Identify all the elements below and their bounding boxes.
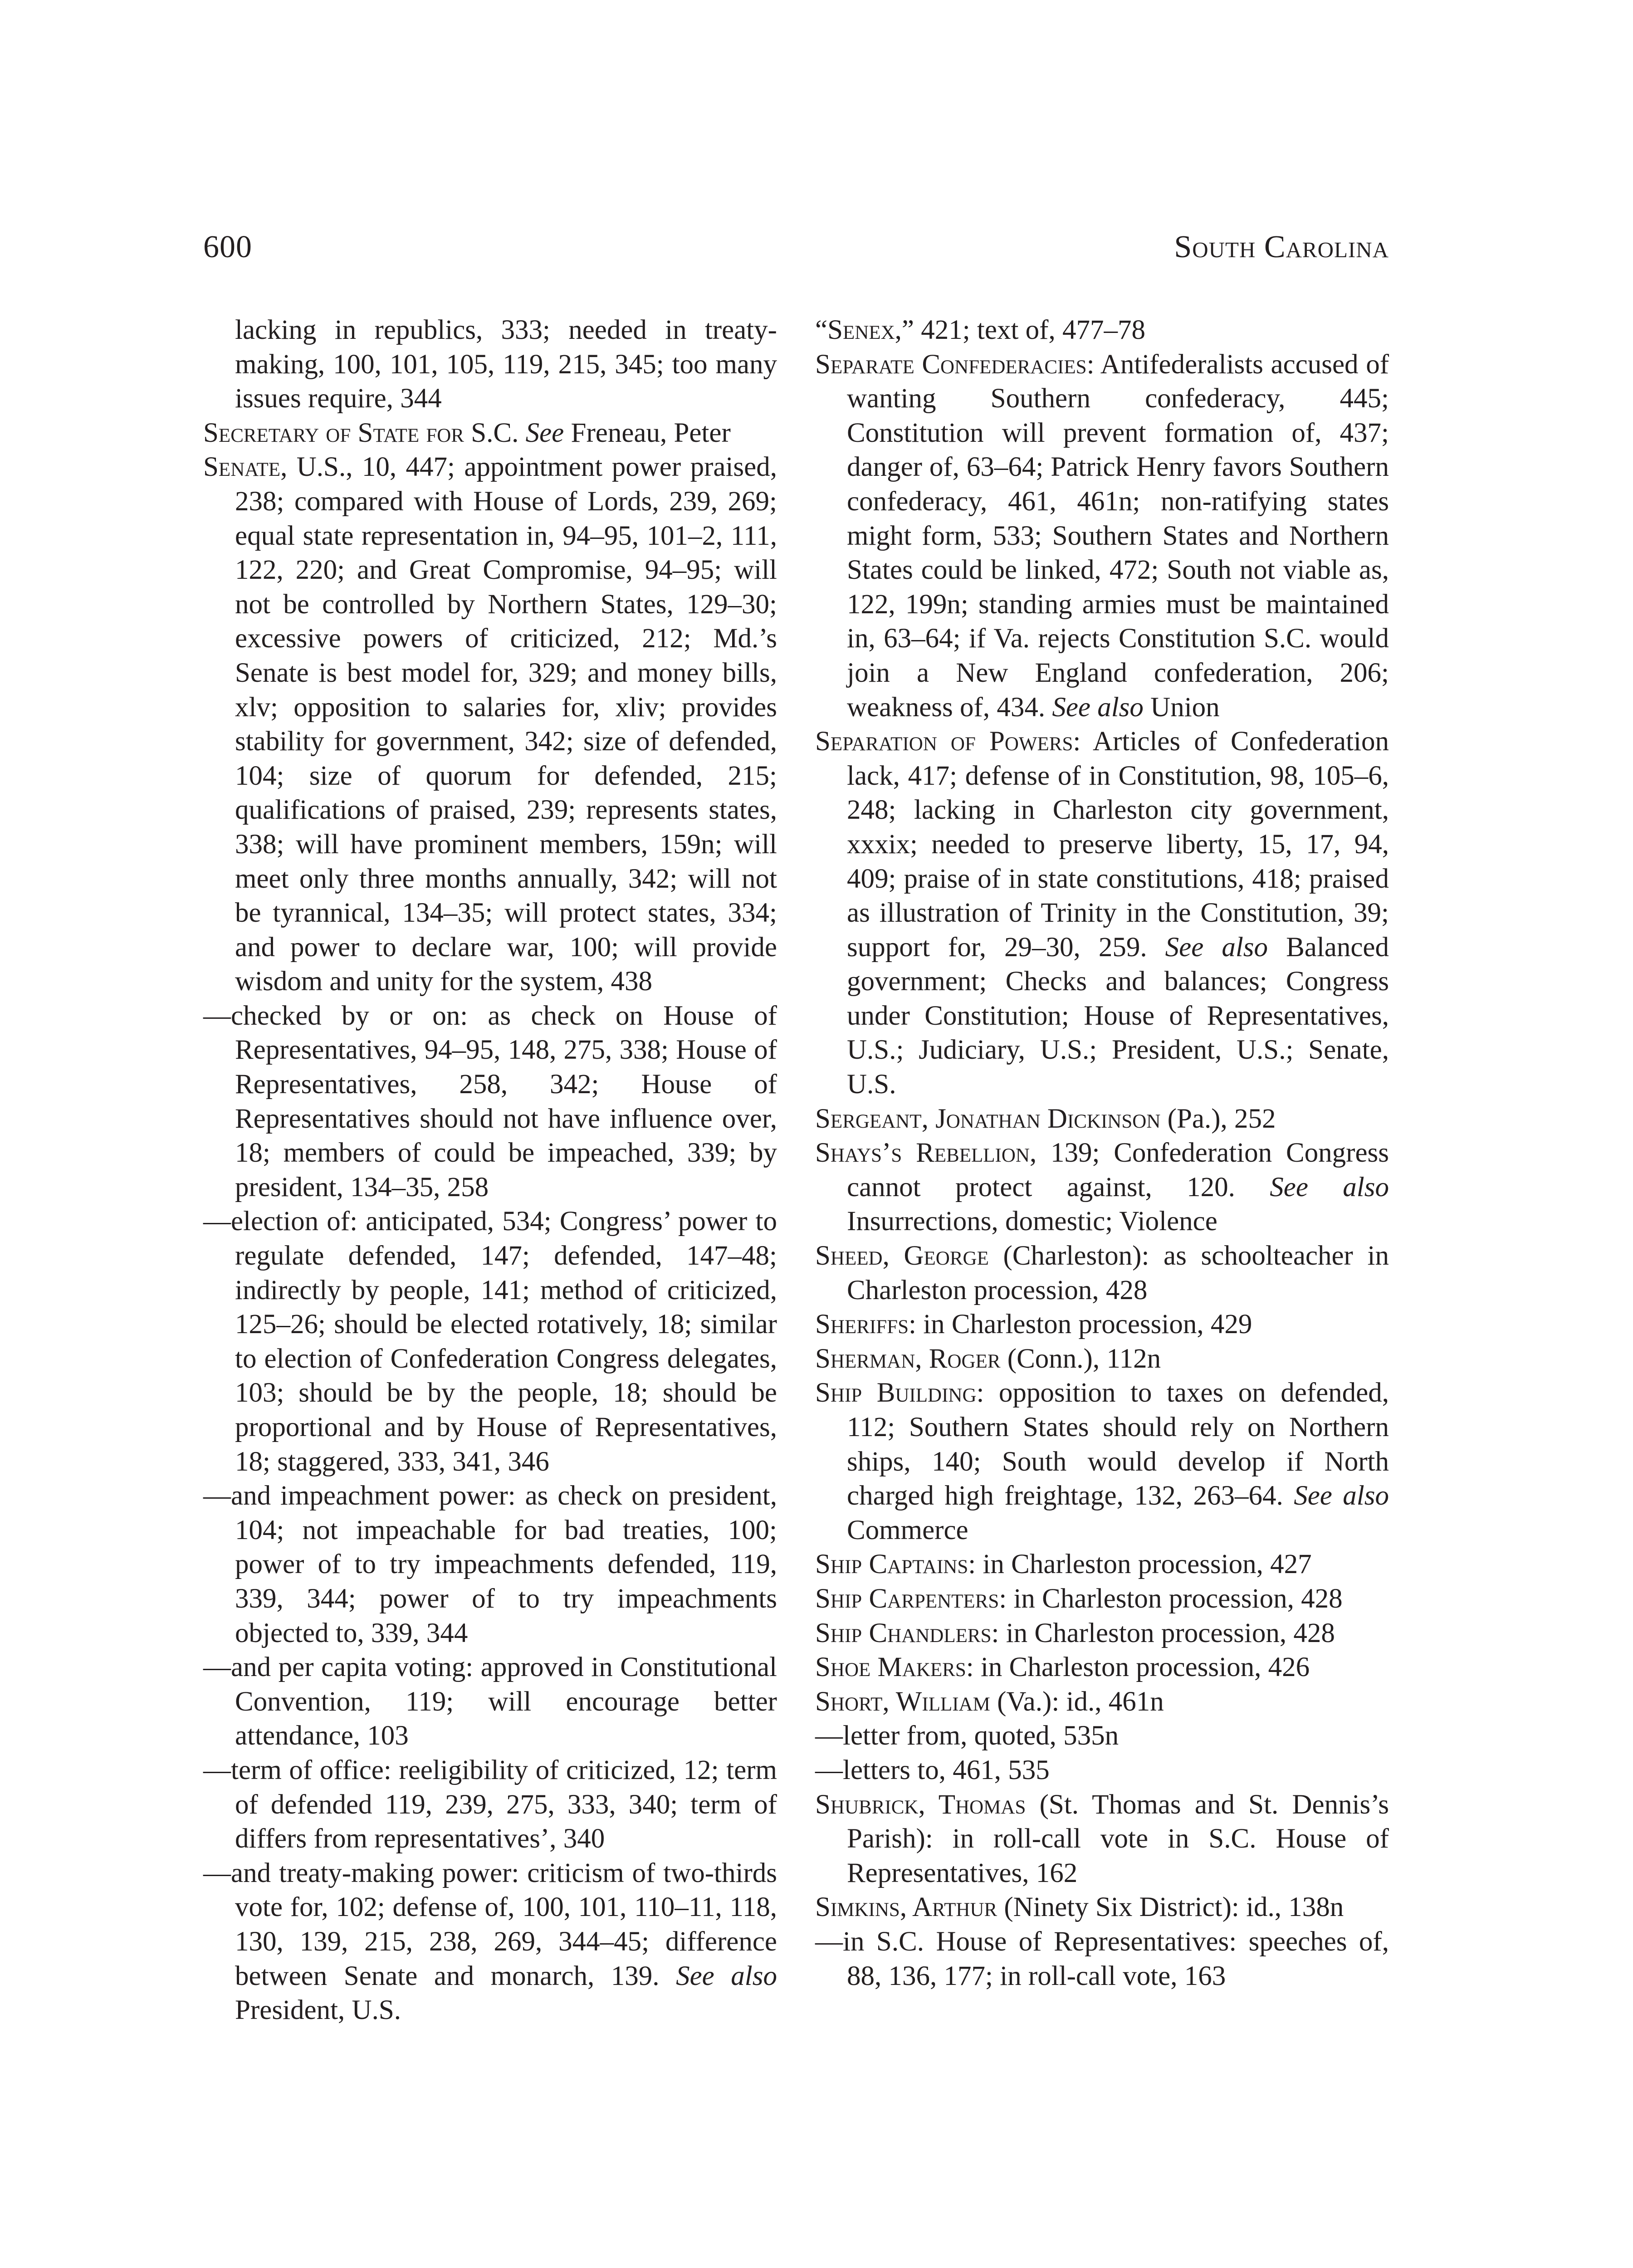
index-subentry xyxy=(815,1925,1389,1993)
index-entry xyxy=(815,1582,1389,1616)
entry-text: , 10, 447; appointment power praised, 238; compared with House of Lords, 239, 269; equal state representation in, 94–95, 101–2, 111, 122, 220; and Great Compromise, 94–95; will not be controlled by Northern States, 129–30; excessive powers of criticized, 212; Md.’s Senate is best model for, 329; and money bills, xlv; opposition to salaries for, xliv; provides stability for government, 342; size of defended, 104; size of quorum for defended, 215; qualifications of praised, 239; represents states, 338; will have prominent members, 159n; will meet only three months annually, 342; will not be tyrannical, 134–35; will protect states, 334; and power to declare war, 100; will provide wisdom and unity for the system, 438 xyxy=(235,452,777,997)
entry-headword: Secretary of State for S.C. xyxy=(203,417,519,448)
index-entry xyxy=(815,724,1389,1102)
entry-text: —and treaty-making power: criticism of two-thirds vote for, 102; defense of, 100, 101, 110–11, 118, 130, 139, 215, 238, 269, 344–45; difference between Senate and monarch, 139. xyxy=(203,1857,777,1991)
entry-headword: Sergeant, Jonathan Dickinson xyxy=(815,1103,1161,1134)
entry-text: : in Charleston procession, 429 xyxy=(909,1309,1252,1340)
index-entry xyxy=(815,1102,1389,1136)
entry-text: —and impeachment power: as check on president, 104; not impeachable for bad treaties, 100; power of to try impeachments defended, 119, 339, 344; power of to try impeachments objected to, 339, 344 xyxy=(203,1481,777,1648)
cross-reference-label: See also xyxy=(1294,1481,1389,1511)
entry-text: —and per capita voting: approved in Constitutional Convention, 119; will encourage better attendance, 103 xyxy=(203,1652,777,1751)
entry-text: —letters to, 461, 535 xyxy=(815,1755,1050,1785)
cross-reference-text: Freneau, Peter xyxy=(564,417,731,448)
entry-text: : in Charleston procession, 428 xyxy=(999,1583,1343,1614)
index-subentry xyxy=(203,1204,777,1479)
entry-text xyxy=(518,418,525,448)
entry-headword: Separate Confederacies xyxy=(815,349,1087,380)
index-column-right xyxy=(815,313,1389,1993)
index-subentry xyxy=(815,1719,1389,1753)
cross-reference-label: See also xyxy=(1165,932,1268,963)
entry-headword: Ship Chandlers xyxy=(815,1618,992,1648)
entry-headword: Sherman, Roger xyxy=(815,1343,1001,1374)
index-column-left xyxy=(203,313,777,2028)
cross-reference-label: See also xyxy=(676,1960,777,1991)
entry-headword: Ship Captains xyxy=(815,1549,968,1580)
running-head xyxy=(203,227,1389,277)
entry-text: —checked by or on: as check on House of Representatives, 94–95, 148, 275, 338; House of Representatives, 258, 342; House of Representatives should not have influence over, 18; members of could be impeached, 339; by president, 134–35, 258 xyxy=(203,1000,777,1202)
cross-reference-label: See xyxy=(525,417,564,448)
entry-text: : Antifederalists accused of wanting Southern confederacy, 445; Constitution will prevent formation of, 437; danger of, 63–64; Patrick Henry favors Southern confederacy, 461, 461n; non-ratifying states might form, 533; Southern States and Northern States could be linked, 472; South not viable as, 122, 199n; standing armies must be maintained in, 63–64; if Va. rejects Constitution S.C. would join a New England confederation, 206; weakness of, 434. xyxy=(847,349,1389,723)
index-entry xyxy=(815,1342,1389,1376)
entry-headword: Ship Building xyxy=(815,1378,977,1408)
index-entry xyxy=(203,416,777,450)
entry-text: (Va.): id., 461n xyxy=(990,1686,1164,1717)
cross-reference-text: Insurrections, domestic; Violence xyxy=(847,1206,1217,1237)
index-subentry xyxy=(203,1650,777,1753)
entry-headword: Shays’s Rebellion xyxy=(815,1138,1030,1168)
entry-text: , 139; Confederation Congress cannot protect against, 120. xyxy=(847,1138,1389,1202)
entry-headword: Shoe Makers xyxy=(815,1652,966,1683)
entry-text: lacking in republics, 333; needed in treaty-making, 100, 101, 105, 119, 215, 345; too many issues require, 344 xyxy=(235,315,777,414)
index-entry xyxy=(815,1547,1389,1582)
entry-text: —term of office: reeligibility of criticized, 12; term of defended 119, 239, 275, 333, 340; term of differs from representatives’, 340 xyxy=(203,1755,777,1854)
entry-text: : opposition to taxes on defended, 112; Southern States should rely on Northern ships, 140; South would develop if North charged high freightage, 132, 263–64. xyxy=(847,1378,1389,1511)
index-entry xyxy=(815,1650,1389,1685)
entry-text: 421; text of, 477–78 xyxy=(914,315,1145,345)
entry-headword: Sheriffs xyxy=(815,1309,909,1340)
index-entry xyxy=(815,313,1389,347)
entry-headword: Shubrick, Thomas xyxy=(815,1789,1026,1820)
index-entry xyxy=(815,1890,1389,1925)
entry-headword: Separation of Powers xyxy=(815,726,1073,757)
cross-reference-text: President, U.S. xyxy=(235,1995,401,2026)
index-entry xyxy=(815,1376,1389,1547)
entry-headword: Senate, U.S. xyxy=(203,452,346,483)
entry-text: : Articles of Confederation lack, 417; defense of in Constitution, 98, 105–6, 248; lacking in Charleston city government, xxxix; needed to preserve liberty, 15, 17, 94, 409; praise of in state constitutions, 418; praised as illustration of Trinity in the Constitution, 39; support for, 29–30, 259. xyxy=(847,726,1389,963)
index-entry xyxy=(203,450,777,999)
cross-reference-label: See also xyxy=(1052,692,1144,723)
entry-text: —letter from, quoted, 535n xyxy=(815,1721,1119,1751)
entry-headword: “Senex,” xyxy=(815,315,914,345)
index-entry xyxy=(815,1239,1389,1307)
running-title: South Carolina xyxy=(1174,230,1389,264)
entry-headword: Short, William xyxy=(815,1686,990,1717)
entry-headword: Sheed, George xyxy=(815,1241,989,1271)
cross-reference-text: Balanced government; Checks and balances; Congress under Constitution; House of Representatives, U.S.; Judiciary, U.S.; President, U.S.; Senate, U.S. xyxy=(847,932,1389,1100)
entry-text: —in S.C. House of Representatives: speeches of, 88, 136, 177; in roll-call vote, 163 xyxy=(815,1926,1389,1991)
entry-headword: Ship Carpenters xyxy=(815,1583,999,1614)
index-entry xyxy=(815,1685,1389,1719)
cross-reference-text: Union xyxy=(1143,692,1220,723)
index-subentry xyxy=(203,1753,777,1856)
entry-text: (Conn.), 112n xyxy=(1000,1343,1161,1374)
entry-text: (Ninety Six District): id., 138n xyxy=(997,1892,1344,1923)
entry-text: : in Charleston procession, 426 xyxy=(966,1652,1310,1683)
index-subentry xyxy=(203,1479,777,1650)
index-entry xyxy=(815,1307,1389,1342)
cross-reference-label: See also xyxy=(1270,1172,1389,1202)
index-entry xyxy=(203,313,777,416)
entry-text: (St. Thomas and St. Dennis’s Parish): in roll-call vote in S.C. House of Representatives, 162 xyxy=(847,1789,1389,1888)
entry-text: : in Charleston procession, 428 xyxy=(991,1618,1335,1648)
index-entry xyxy=(815,1616,1389,1651)
entry-text: (Pa.), 252 xyxy=(1160,1103,1276,1134)
index-subentry xyxy=(203,1856,777,2028)
index-subentry xyxy=(815,1753,1389,1788)
page-number: 600 xyxy=(203,230,252,264)
index-entry xyxy=(815,1788,1389,1891)
index-subentry xyxy=(203,999,777,1205)
index-entry xyxy=(815,1136,1389,1239)
cross-reference-text: Commerce xyxy=(847,1515,968,1545)
entry-text: (Charleston): as schoolteacher in Charleston procession, 428 xyxy=(847,1241,1389,1305)
entry-text: : in Charleston procession, 427 xyxy=(968,1549,1312,1580)
entry-text: —election of: anticipated, 534; Congress’ power to regulate defended, 147; defended, 147–48; indirectly by people, 141; method of criticized, 125–26; should be elected rotatively, 18; similar to election of Confederation Congress delegates, 103; should be by the people, 18; should be proportional and by House of Representatives, 18; staggered, 333, 341, 346 xyxy=(203,1206,777,1477)
entry-headword: Simkins, Arthur xyxy=(815,1892,997,1923)
index-entry xyxy=(815,347,1389,725)
